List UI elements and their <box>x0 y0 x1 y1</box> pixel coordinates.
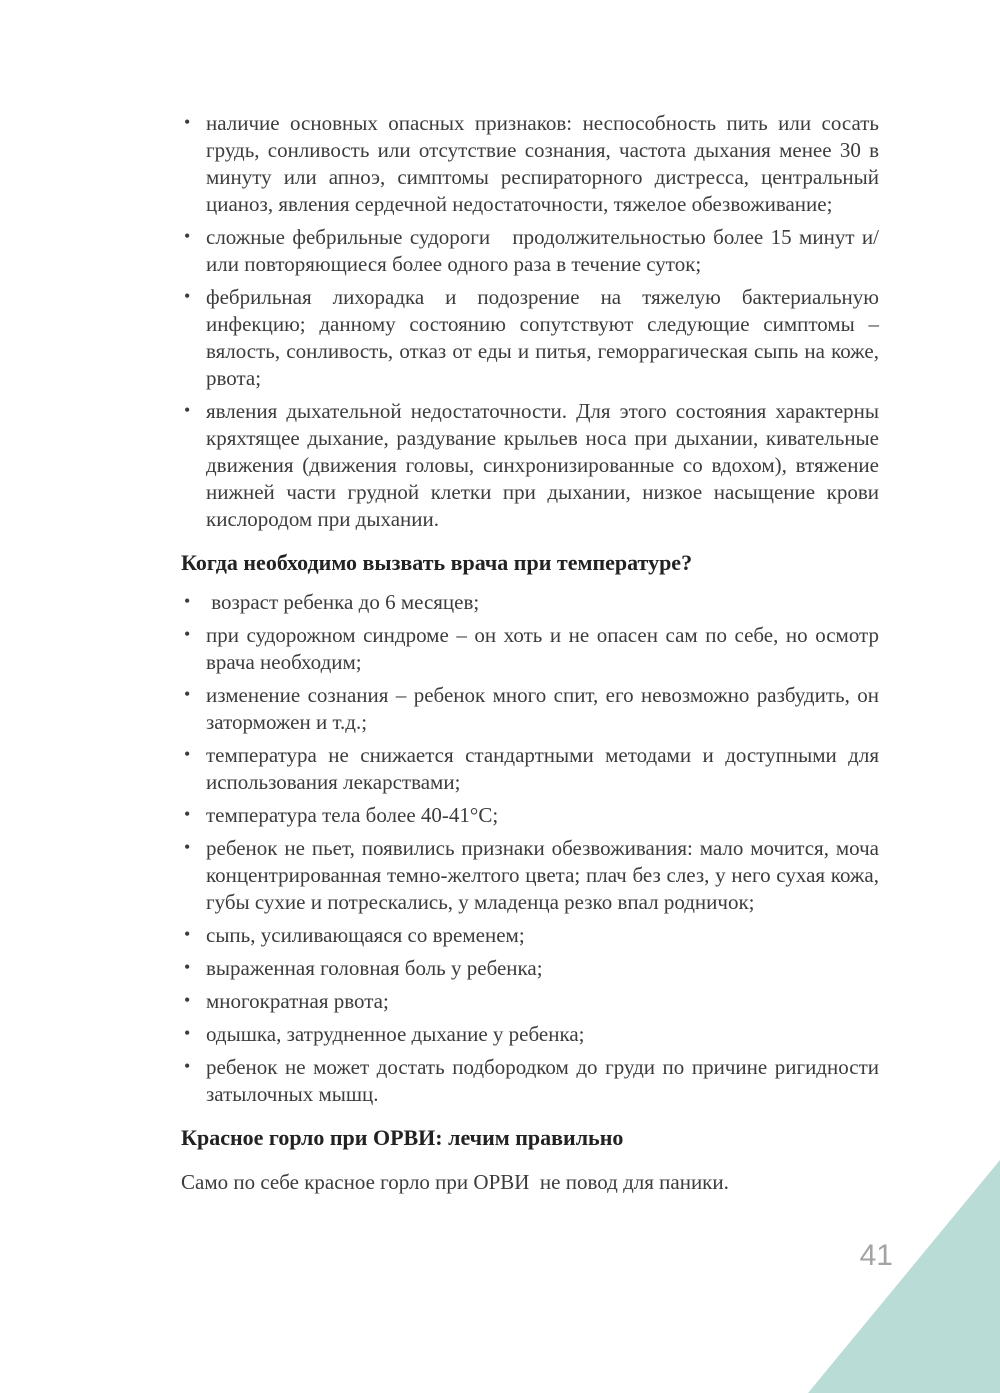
list-item: • выраженная головная боль у ребенка; <box>181 955 879 982</box>
page-content <box>181 110 879 1196</box>
section-heading-call-doctor-fever: Когда необходимо вызвать врача при температуре? <box>181 550 693 575</box>
list-item: • изменение сознания – ребенок много спит, его невозможно разбудить, он заторможен и т.д.; <box>181 682 879 736</box>
list-item: • одышка, затрудненное дыхание у ребенка; <box>181 1021 879 1048</box>
list-item: • температура тела более 40-41°С; <box>181 802 879 829</box>
red-throat-intro-paragraph: Само по себе красное горло при ОРВИ не повод для паники. <box>181 1170 729 1194</box>
call-doctor-conditions-list <box>181 589 879 1108</box>
list-item: • возраст ребенка до 6 месяцев; <box>181 589 879 616</box>
danger-symptoms-list <box>181 110 879 533</box>
list-item: • сложные фебрильные судороги продолжительностью более 15 минут и/или повторяющиеся более одного раза в течение суток; <box>181 224 879 278</box>
list-item: • ребенок не может достать подбородком до груди по причине ригидности затылочных мышц. <box>181 1054 879 1108</box>
list-item: • при судорожном синдроме – он хоть и не опасен сам по себе, но осмотр врача необходим; <box>181 622 879 676</box>
section-heading-red-throat: Красное горло при ОРВИ: лечим правильно <box>181 1125 624 1150</box>
list-item: • явления дыхательной недостаточности. Для этого состояния характерны кряхтящее дыхание, раздувание крыльев носа при дыхании, кивательные движения (движения головы, синхронизированные со вдохом), втяжение нижней части грудной клетки при дыхании, низкое насыщение крови кислородом при дыхании. <box>181 398 879 533</box>
list-item: • температура не снижается стандартными методами и доступными для использования лекарствами; <box>181 742 879 796</box>
list-item: • многократная рвота; <box>181 988 879 1015</box>
page-number: 41 <box>859 1239 893 1272</box>
list-item: • ребенок не пьет, появились признаки обезвоживания: мало мочится, моча концентрированная темно-желтого цвета; плач без слез, у него сухая кожа, губы сухие и потрескались, у младенца резко впал родничок; <box>181 835 879 916</box>
list-item: • наличие основных опасных признаков: неспособность пить или сосать грудь, сонливость или отсутствие сознания, частота дыхания менее 30 в минуту или апноэ, симптомы респираторного дистресса, центральный цианоз, явления сердечной недостаточности, тяжелое обезвоживание; <box>181 110 879 218</box>
list-item: • фебрильная лихорадка и подозрение на тяжелую бактериальную инфекцию; данному состоянию сопутствуют следующие симптомы – вялость, сонливость, отказ от еды и питья, геморрагическая сыпь на коже, рвота; <box>181 284 879 392</box>
list-item: • сыпь, усиливающаяся со временем; <box>181 922 879 949</box>
